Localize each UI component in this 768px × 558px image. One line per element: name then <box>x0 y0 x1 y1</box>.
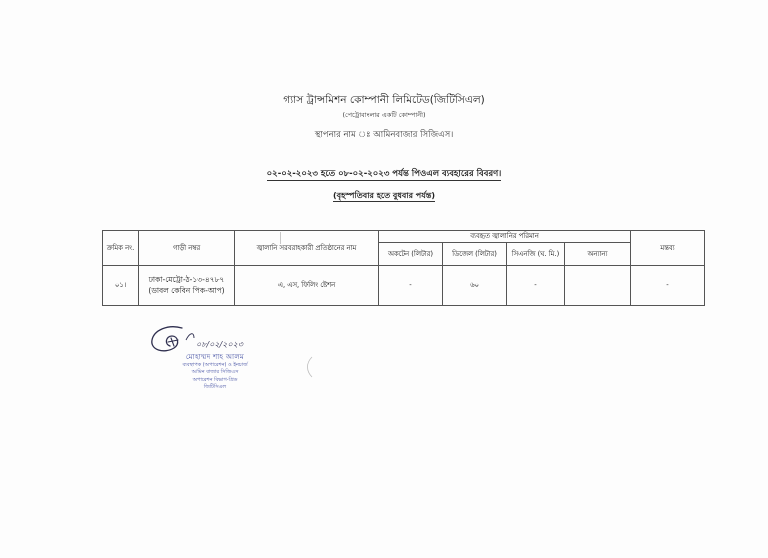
site-name: স্থাপনার নাম ঃ আমিনবাজার সিজিএস। <box>314 130 454 140</box>
header-vehicle-no: গাড়ী নম্বর <box>139 231 235 266</box>
header-octane: অকটেন (লিটার) <box>379 243 443 266</box>
stamp-line: মোহাম্মদ শাহ আলম <box>185 353 245 361</box>
cell-supplier: এ, এস, ফিলিং ষ্টেশন <box>235 266 379 306</box>
cell-octane: - <box>379 266 443 306</box>
header-fuel-used: ব্যবহৃত জ্বালানির পরিমান <box>379 231 631 243</box>
stamp-line: ব্যবস্থাপক (অপারেশন) ও ইনচার্জ <box>182 362 248 369</box>
report-subtitle-wrapper <box>0 190 768 203</box>
cell-others <box>565 266 631 306</box>
header-others: অন্যান্য <box>565 243 631 266</box>
vehicle-type: (ডাবল কেবিন পিক-আপ) <box>148 285 225 295</box>
report-title-wrapper <box>0 167 768 181</box>
cell-remarks: - <box>631 266 705 306</box>
header-diesel: ডিজেল (লিটার) <box>443 243 507 266</box>
company-name: গ্যাস ট্রান্সমিশন কোম্পানী লিমিটেড(জিটিসিএল) <box>283 94 485 106</box>
scan-artifact <box>280 232 281 244</box>
header-remarks: মন্তব্য <box>631 231 705 266</box>
vehicle-number: ঢাকা-মেট্রো-ঠ-১৩-৪৭৮৭ <box>148 275 225 284</box>
report-title: ০২-০২-২০২৩ হতে ০৮-০২-২০২৩ পর্যন্ত পিওএল ব্যবহারের বিবরণ। <box>266 169 502 179</box>
header-cng: সিএনজি (ঘ. মি.) <box>507 243 565 266</box>
header-supplier: জ্বালানি সরবরাহকারী প্রতিষ্ঠানের নাম <box>235 231 379 266</box>
company-subtitle: (পেট্রোবাংলার একটি কোম্পানী) <box>342 111 426 119</box>
cell-vehicle <box>139 266 235 306</box>
stamp-line: জিটিসিএল <box>203 383 227 390</box>
report-subtitle: (বৃহস্পতিবার হতে বুধবার পর্যন্ত) <box>332 191 436 200</box>
cell-cng: - <box>507 266 565 306</box>
signature-date: ০৮/০২/২০২৩ <box>196 340 243 349</box>
scan-artifact <box>300 355 320 379</box>
stamp-line: অপারেশন বিভাগ-গ্রিড <box>192 376 238 383</box>
fuel-usage-table <box>102 230 705 306</box>
table-row <box>103 266 705 306</box>
header-serial: ক্রমিক নং. <box>103 231 139 266</box>
official-stamp <box>150 352 280 391</box>
cell-serial: ০১। <box>103 266 139 306</box>
stamp-line: আমিন বাজার সিজিএস <box>191 369 239 376</box>
cell-diesel: ৬০ <box>443 266 507 306</box>
